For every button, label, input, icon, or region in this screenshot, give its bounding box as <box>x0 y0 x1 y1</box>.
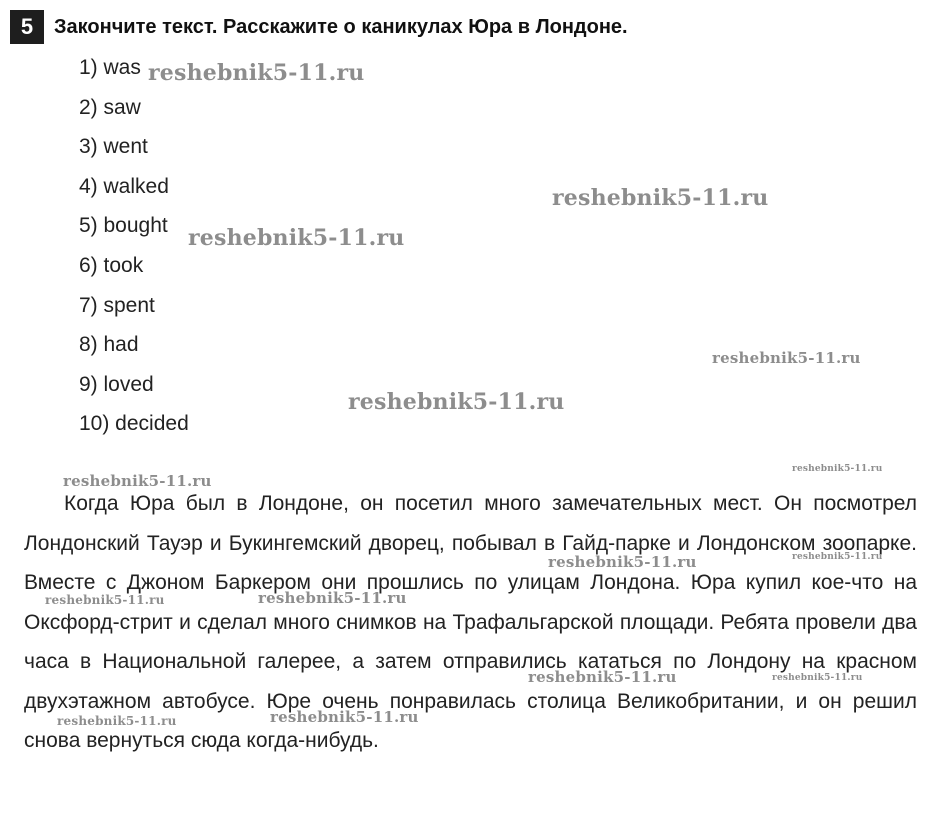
answer-item: 8) had <box>79 333 139 357</box>
answer-item: 3) went <box>79 135 148 159</box>
watermark: reshebnik5-11.ru <box>188 225 405 251</box>
answer-item: 9) loved <box>79 372 154 396</box>
watermark: reshebnik5-11.ru <box>57 714 177 728</box>
task-number-badge: 5 <box>10 10 44 44</box>
answer-item: 10) decided <box>79 412 189 436</box>
answer-item: 6) took <box>79 253 144 277</box>
watermark: reshebnik5-11.ru <box>63 472 212 490</box>
answer-list <box>79 53 189 449</box>
story-paragraph: Когда Юра был в Лондоне, он посетил много замечательных мест. Он посмотрел Лондонский Тауэр и Букингемский дворец, побывал в Гайд-парке и Лондонском зоопарке. Вместе с Джоном Баркером они прошлись по улицам Лондона. Юра купил кое-что на Оксфорд-стрит и сделал много снимков на Трафальгарской площади. Ребята провели два часа в Национальной галерее, а затем отправились кататься по Лондону на красном двухэтажном автобусе. Юре очень понравилась столица Великобритании, и он решил снова вернуться сюда когда-нибудь. <box>24 492 917 752</box>
task-title: Закончите текст. Расскажите о каникулах Юра в Лондоне. <box>54 15 628 38</box>
watermark: reshebnik5-11.ru <box>45 593 165 607</box>
watermark: reshebnik5-11.ru <box>348 389 565 415</box>
answer-item: 7) spent <box>79 293 155 317</box>
watermark: reshebnik5-11.ru <box>772 673 863 683</box>
watermark: reshebnik5-11.ru <box>712 349 861 367</box>
answer-item: 5) bought <box>79 214 168 238</box>
answer-item: 1) was <box>79 56 141 79</box>
watermark: reshebnik5-11.ru <box>258 589 407 607</box>
watermark: reshebnik5-11.ru <box>148 60 365 86</box>
answer-item: 2) saw <box>79 95 141 119</box>
answer-item: 4) walked <box>79 174 169 198</box>
watermark: reshebnik5-11.ru <box>792 552 883 562</box>
watermark: reshebnik5-11.ru <box>548 553 697 571</box>
watermark: reshebnik5-11.ru <box>552 185 769 211</box>
watermark: reshebnik5-11.ru <box>270 708 419 726</box>
watermark: reshebnik5-11.ru <box>528 668 677 686</box>
task-header <box>10 10 628 44</box>
watermark: reshebnik5-11.ru <box>792 464 883 474</box>
